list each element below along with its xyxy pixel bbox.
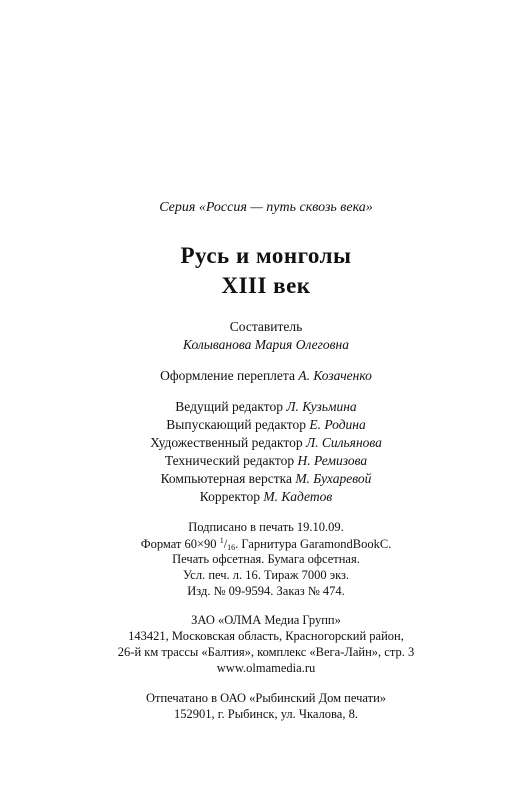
book-title: Русь и монголы <box>180 243 352 268</box>
print-signed: Подписано в печать 19.10.09. <box>188 520 344 534</box>
printer-name: Отпечатано в ОАО «Рыбинский Дом печати» <box>145 691 387 705</box>
cover-design-name: А. Козаченко <box>298 368 372 383</box>
credit-label: Художественный редактор <box>150 435 303 450</box>
credit-line <box>0 418 532 432</box>
credit-label: Компьютерная верстка <box>160 471 292 486</box>
credit-label: Ведущий редактор <box>175 399 283 414</box>
cover-design-line <box>0 369 532 383</box>
credit-line <box>0 400 532 414</box>
credit-name: Е. Родина <box>309 417 366 432</box>
credit-label: Выпускающий редактор <box>166 417 306 432</box>
print-format-suffix: . Гарнитура GaramondBookC. <box>235 537 392 551</box>
credit-name: Л. Сильянова <box>306 435 382 450</box>
credit-line <box>0 472 532 486</box>
publisher-website: www.olmamedia.ru <box>216 661 316 675</box>
compiler-label: Составитель <box>229 319 303 334</box>
print-sheets: Усл. печ. л. 16. Тираж 7000 экз. <box>182 568 350 582</box>
credit-name: Н. Ремизова <box>297 453 368 468</box>
printer-address: 152901, г. Рыбинск, ул. Чкалова, 8. <box>174 707 358 721</box>
publisher-address-2: 26-й км трассы «Балтия», комплекс «Вега-Лайн», стр. 3 <box>117 645 415 659</box>
credit-name: М. Кадетов <box>263 489 333 504</box>
compiler-name: Колыванова Мария Олеговна <box>183 337 349 352</box>
print-format-prefix: Формат 60×90 <box>140 537 217 551</box>
credit-name: Л. Кузьмина <box>286 399 357 414</box>
credit-label: Корректор <box>199 489 260 504</box>
credit-line <box>0 454 532 468</box>
print-format-numerator: 1 <box>219 536 224 545</box>
series-title: Серия «Россия — путь сквозь века» <box>159 200 373 215</box>
publisher-address-1: 143421, Московская область, Красногорский район, <box>128 629 404 643</box>
credit-line <box>0 436 532 450</box>
credit-label: Технический редактор <box>164 453 295 468</box>
print-order: Изд. № 09-9594. Заказ № 474. <box>187 584 345 598</box>
cover-design-label: Оформление переплета <box>160 368 295 383</box>
print-paper: Печать офсетная. Бумага офсетная. <box>172 552 360 566</box>
book-subtitle: XIII век <box>221 273 311 298</box>
credit-name: М. Бухаревой <box>295 471 372 486</box>
publisher-name: ЗАО «ОЛМА Медиа Групп» <box>191 613 341 627</box>
credit-line <box>0 490 532 504</box>
print-format-denominator: 16 <box>227 543 236 552</box>
print-format: Формат 60×90 $^1/_{16}$. Гарнитура GaramondBookC. <box>140 536 392 552</box>
